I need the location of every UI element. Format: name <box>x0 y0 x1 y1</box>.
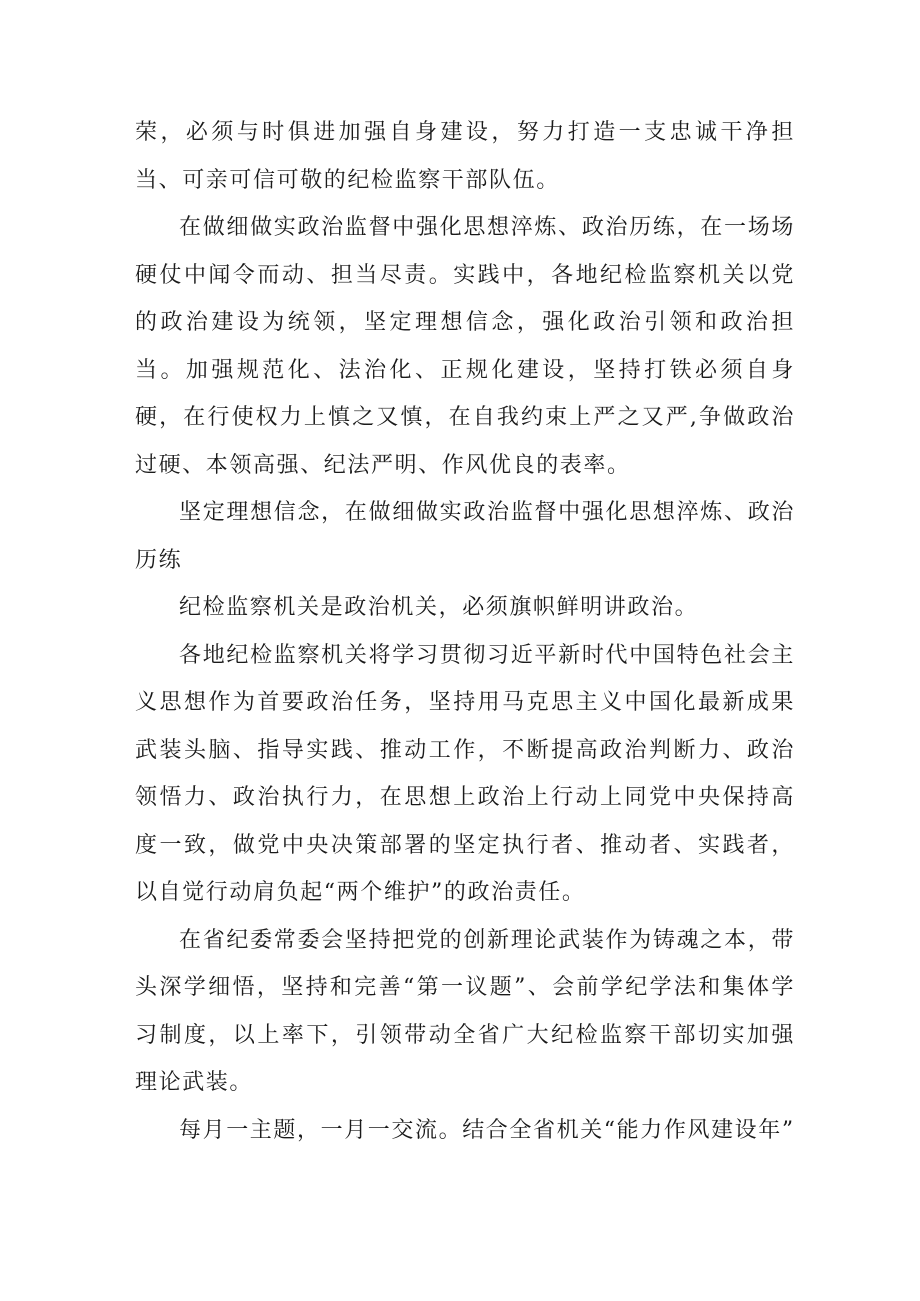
paragraph-2: 在做细做实政治监督中强化思想淬炼、政治历练，在一场场硬仗中闻令而动、担当尽责。实践中，各地纪检监察机关以党的政治建设为统领，坚定理想信念，强化政治引领和政治担当。加强规范化、法治化、正规化建设，坚持打铁必须自身硬，在行使权力上慎之又慎，在自我约束上严之又严,争做政治过硬、本领高强、纪法严明、作风优良的表率。 <box>135 215 795 478</box>
paragraph-3-heading: 坚定理想信念，在做细做实政治监督中强化思想淬炼、政治历练 <box>135 500 795 573</box>
paragraph-5: 各地纪检监察机关将学习贯彻习近平新时代中国特色社会主义思想作为首要政治任务，坚持用马克思主义中国化最新成果武装头脑、指导实践、推动工作，不断提高政治判断力、政治领悟力、政治执行力，在思想上政治上行动上同党中央保持高度一致，做党中央决策部署的坚定执行者、推动者、实践者，以自觉行动肩负起“两个维护”的政治责任。 <box>135 642 795 905</box>
paragraph-7: 每月一主题，一月一交流。结合全省机关“能力作风建设年” <box>179 1117 795 1143</box>
paragraph-4: 纪检监察机关是政治机关，必须旗帜鲜明讲政治。 <box>179 595 699 620</box>
paragraph-6: 在省纪委常委会坚持把党的创新理论武装作为铸魂之本，带头深学细悟，坚持和完善“第一议题”、会前学纪学法和集体学习制度，以上率下，引领带动全省广大纪检监察干部切实加强理论武装。 <box>135 927 795 1095</box>
document-body <box>135 109 795 1154</box>
paragraph-1: 荣，必须与时俱进加强自身建设，努力打造一支忠诚干净担当、可亲可信可敬的纪检监察干部队伍。 <box>135 120 795 193</box>
